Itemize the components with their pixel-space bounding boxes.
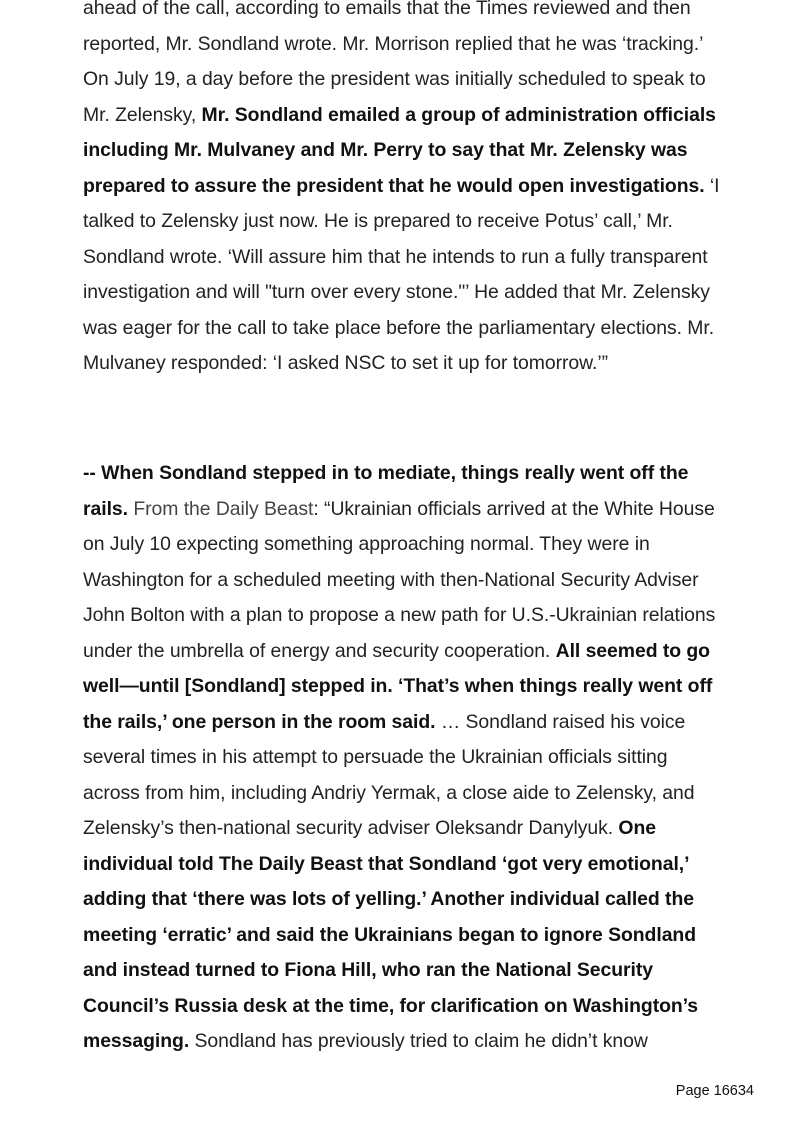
text-segment: Mr. Sondland wrote. Mr. Morrison replied that he was ‘tracking.’ On July 19, a day before the president was initially scheduled to speak to Mr. Zelensky, xyxy=(83,32,706,126)
text-segment: ‘I talked to Zelensky just now. He is prepared to receive Potus’ call,’ Mr. Sondland wrote. ‘Will assure him that he intends to run a fully transparent investigation and will "turn over every stone."’ He added that Mr. Zelensky was eager for the call to take place before the parliamentary elections. Mr. Mulvaney responded: ‘I asked NSC to set it up for tomorrow.’” xyxy=(83,174,720,374)
page-number: Page 16634 xyxy=(675,1083,754,1099)
text-segment: Sondland has previously tried to claim he didn’t know xyxy=(189,1030,648,1052)
bold-text-segment: Mr. Sondland emailed a group of administration officials including Mr. Mulvaney and Mr. Perry to say that Mr. Zelensky was prepared to assure the president that he would open investigations. xyxy=(83,103,716,197)
paragraph-sondland-emails xyxy=(83,0,723,382)
text-segment: : “Ukrainian officials arrived at the White House on July 10 expecting something approaching normal. They were in Washington for a scheduled meeting with then-National Security Adviser John Bolton with a plan to propose a new path for U.S.-Ukrainian relations under the umbrella of energy and security cooperation. xyxy=(83,497,716,662)
bold-text-segment: One individual told The Daily Beast that Sondland ‘got very emotional,’ adding that ‘there was lots of yelling.’ Another individual called the meeting ‘erratic’ and said the Ukrainians began to ignore Sondland and instead turned to Fiona Hill, who ran the National Security Council’s Russia desk at the time, for clarification on Washington’s messaging. xyxy=(83,817,699,1052)
section-lead-bold: -- When Sondland stepped in to mediate, things really went off the rails. xyxy=(83,462,689,520)
text-segment: ahead of the call, according to emails that the Times reviewed and then reported, xyxy=(83,0,691,55)
paragraph-body xyxy=(83,0,723,382)
daily-beast-link[interactable]: From the Daily Beast xyxy=(127,497,314,520)
paragraph-body xyxy=(83,456,723,1060)
paragraph-sondland-mediation xyxy=(83,456,723,1060)
text-segment: … Sondland raised his voice several times in his attempt to persuade the Ukrainian officials sitting across from him, including Andriy Yermak, a close aide to Zelensky, and Zelensky’s then-national security adviser Oleksandr Danylyuk. xyxy=(83,710,695,839)
bold-text-segment: All seemed to go well—until [Sondland] stepped in. ‘That’s when things really went off the rails,’ one person in the room said. xyxy=(83,639,713,733)
